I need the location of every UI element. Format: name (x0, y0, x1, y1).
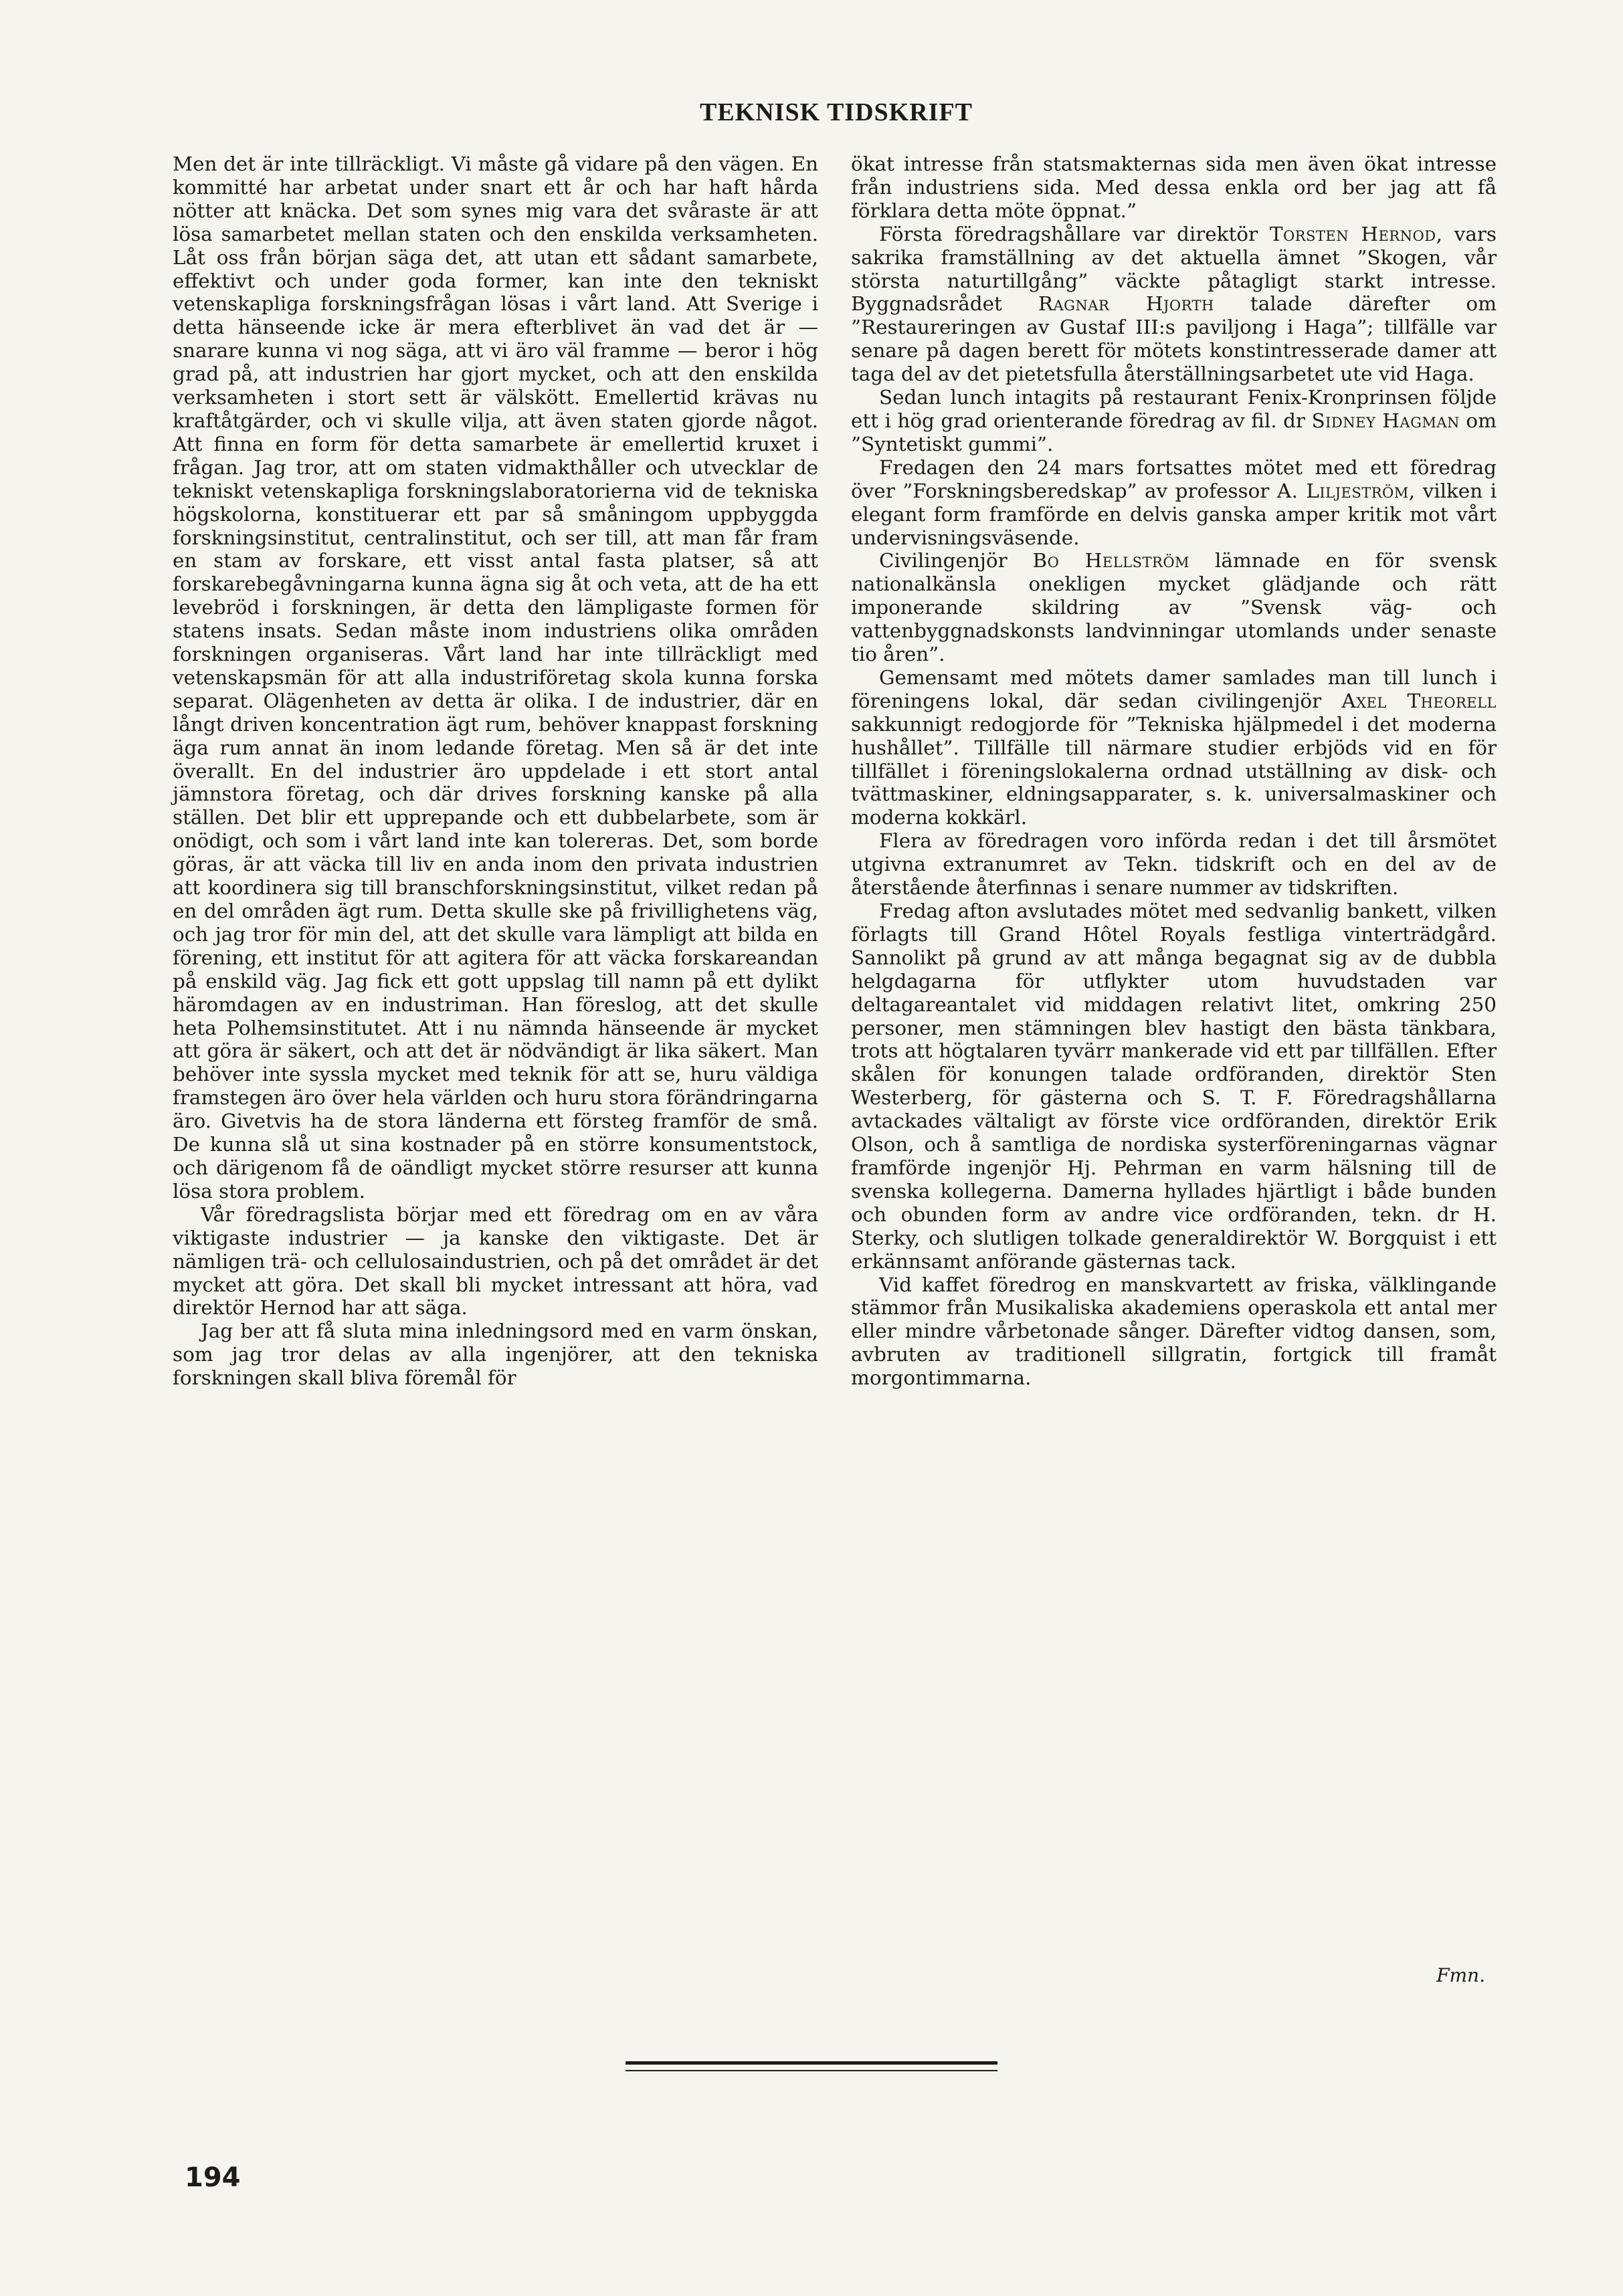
person-name: Torsten Hernod (1269, 222, 1436, 245)
right-paragraph-5 (851, 549, 1497, 666)
text-run: Gemensamt med mötets damer samlades man till lunch i föreningens lokal, där sedan civilingenjör (851, 665, 1497, 712)
text-run: Sedan lunch intagits på restaurant Fenix-Kronprinsen följde ett i hög grad orienterande föredrag av fil. dr (851, 386, 1497, 432)
section-divider (626, 2061, 997, 2065)
text-run: lämnade en för svensk nationalkänsla onekligen mycket glädjande och rätt imponerande skildring av ”Svensk väg- och vattenbyggnadskonsts landvinningar utomlands under senaste tio åren”. (851, 549, 1497, 666)
text-run: Fredagen den 24 mars fortsattes mötet med ett föredrag över ”Forskningsberedskap” av professor (851, 455, 1497, 502)
page-number: 194 (185, 2162, 241, 2193)
person-name: A. Liljeström (1276, 479, 1409, 502)
person-name: Bo Hellström (1032, 549, 1190, 572)
person-name: Sidney Hagman (1311, 409, 1460, 432)
left-paragraph-1: Men det är inte tillräckligt. Vi måste gå vidare på den vägen. En kommitté har arbetat under snart ett år och har haft hårda nötter att knäcka. Det som synes mig vara det svåraste är att lösa samarbetet mellan staten och den enskilda verksamheten. Låt oss från början säga det, att utan ett sådant samarbete, effektivt och under goda former, kan inte den tekniskt vetenskapliga forskningsfrågan lösas i vårt land. Att Sverige i detta hänseende icke är mera efterblivet än vad det är — snarare kunna vi nog säga, att vi äro väl framme — beror i hög grad på, att industrien har gjort mycket, och att den enskilda verksamheten i stort sett är välskött. Emellertid krävas nu kraftåtgärder, och vi skulle vilja, att även staten gjorde något. Att finna en form för detta samarbete är emellertid kruxet i frågan. Jag tror, att om staten vidmakthåller och utvecklar de tekniskt vetenskapliga forskningslaboratorierna vid de tekniska högskolorna, konstituerar ett par så småningom uppbyggda forskningsinstitut, centralinstitut, och ser till, att man får fram en stam av forskare, ett visst antal fasta platser, så att forskarebegåvningarna kunna ägna sig åt och veta, att de ha ett levebröd i forskningen, är detta den lämpligaste formen för statens insats. Sedan måste inom industriens olika områden forskningen organiseras. Vårt land har inte tillräckligt med vetenskapsmän för att alla industriföretag skola kunna forska separat. Olägenheten av detta är olika. I de industrier, där en långt driven koncentration ägt rum, behöver knappast forskning äga rum annat än inom ledande företag. Men så är det inte överallt. En del industrier äro uppdelade i ett stort antal jämnstora företag, och där drives forskning kanske på alla ställen. Det blir ett upprepande och ett dubbelarbete, som är onödigt, och som i vårt land inte kan tolereras. Det, som borde göras, är att väcka till liv en anda inom den privata industrien att koordinera sig till branschforskningsinstitut, vilket redan på en del områden ägt rum. Detta skulle ske på frivillighetens väg, och jag tror för min del, att det skulle vara lämpligt att bilda en förening, ett institut för att agitera för att väcka forskareandan på enskild väg. Jag fick ett gott uppslag till namn på ett dylikt häromdagen av en industriman. Han föreslog, att det skulle heta Polhemsinstitutet. Att i nu nämnda hänseende är mycket att göra är säkert, och att det är nödvändigt är lika säkert. Man behöver inte syssla mycket med teknik för att se, huru väldiga framstegen äro över hela världen och huru stora förändringarna äro. Givetvis ha de stora länderna ett försteg framför de små. De kunna slå ut sina kostnader på en större konsumentstock, och därigenom få de oändligt mycket större resurser att kunna lösa stora problem. (173, 152, 818, 1203)
left-column (173, 152, 818, 1390)
right-paragraph-1: ökat intresse från statsmakternas sida men även ökat intresse från industriens sida. Med dessa enkla ord ber jag att få förklara detta möte öppnat.” (851, 152, 1497, 222)
right-paragraph-3 (851, 386, 1497, 456)
journal-title: TEKNISK TIDSKRIFT (699, 98, 973, 126)
author-signature: Fmn. (1436, 1964, 1485, 1986)
text-run: , vars sakrika framställning av det aktuella ämnet ”Skogen, vår största naturtillgång” väckte påtagligt starkt intresse. Byggnadsrådet (851, 222, 1497, 316)
text-run: om ”Syntetiskt gummi”. (851, 409, 1497, 455)
right-paragraph-7: Flera av föredragen voro införda redan i det till årsmötet utgivna extranumret av Tekn. tidskrift och en del av de återstående återfinnas i senare nummer av tidskriften. (851, 829, 1497, 900)
text-run: Civilingenjör (879, 549, 1033, 572)
right-paragraph-4 (851, 456, 1497, 550)
person-name: Axel Theorell (1341, 689, 1497, 712)
left-paragraph-3: Jag ber att få sluta mina inledningsord med en varm önskan, som jag tror delas av alla ingenjörer, att den tekniska forskningen skall bliva föremål för (173, 1320, 818, 1390)
right-paragraph-6 (851, 666, 1497, 829)
right-paragraph-2 (851, 223, 1497, 386)
right-paragraph-9: Vid kaffet föredrog en manskvartett av friska, välklingande stämmor från Musikaliska akademiens operaskola ett antal mer eller mindre vårbetonade sånger. Därefter vidtog dansen, som, avbruten av traditionell sillgratin, fortgick till framåt morgontimmarna. (851, 1273, 1497, 1390)
right-column (851, 152, 1497, 1390)
text-run: , vilken i elegant form framförde en delvis ganska amper kritik mot vårt undervisningsväsende. (851, 479, 1497, 549)
person-name: Ragnar Hjorth (1038, 292, 1214, 316)
text-run: sakkunnigt redogjorde för ”Tekniska hjälpmedel i det moderna hushållet”. Tillfälle till närmare studier erbjöds vid en för tillfället i föreningslokalerna ordnad utställning av disk- och tvättmaskiner, eldningsapparater, s. k. universalmaskiner och moderna kokkärl. (851, 712, 1497, 829)
section-divider (626, 2070, 997, 2071)
text-run: talade därefter om ”Restaureringen av Gustaf III:s paviljong i Haga”; tillfälle var senare på dagen berett för mötets konstintresserade damer att taga del av det pietetsfulla återställningsarbetet ute vid Haga. (851, 292, 1497, 386)
left-paragraph-2: Vår föredragslista börjar med ett föredrag om en av våra viktigaste industrier — ja kanske den viktigaste. Det är nämligen trä- och cellulosaindustrien, och på det området är det mycket att göra. Det skall bli mycket intressant att höra, vad direktör Hernod har att säga. (173, 1203, 818, 1320)
right-paragraph-8: Fredag afton avslutades mötet med sedvanlig bankett, vilken förlagts till Grand Hôtel Royals festliga vinterträdgård. Sannolikt på grund av att många begagnat sig av de dubbla helgdagarna för utflykter utom huvudstaden var deltagareantalet vid middagen relativt litet, omkring 250 personer, men stämningen blev hastigt den bästa tänkbara, trots att högtalaren tyvärr mankerade vid ett par tillfällen. Efter skålen för konungen talade ordföranden, direktör Sten Westerberg, för gästerna och S. T. F. Föredragshållarna avtackades vältaligt av förste vice ordföranden, direktör Erik Olson, och å samtliga de nordiska systerföreningarnas vägnar framförde ingenjör Hj. Pehrman en varm hälsning till de svenska kollegerna. Damerna hyllades hjärtligt i både bunden och obunden form av andre vice ordföranden, tekn. dr H. Sterky, och slutligen tolkade generaldirektör W. Borgquist i ett erkännsamt anförande gästernas tack. (851, 900, 1497, 1273)
text-run: Första föredragshållare var direktör (879, 222, 1270, 245)
